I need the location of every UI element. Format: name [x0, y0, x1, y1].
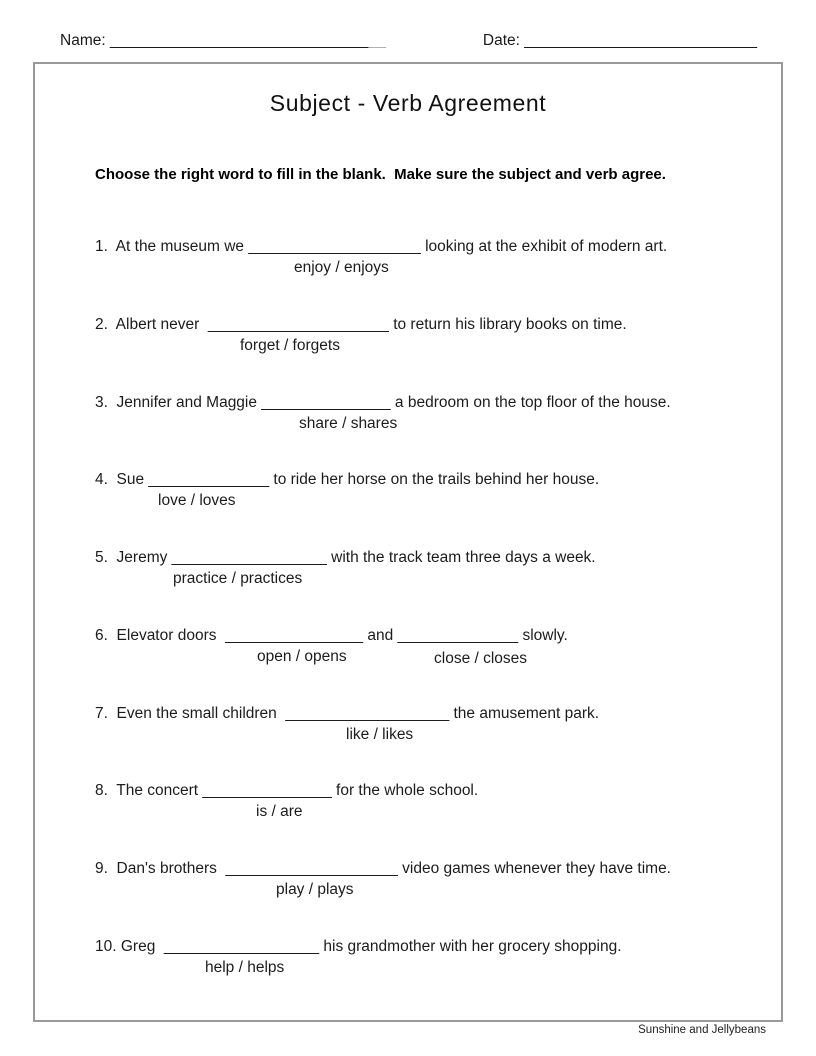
- choices-row: [95, 415, 780, 433]
- question-1: [95, 238, 780, 277]
- question-text: 5. Jeremy __________________ with the track team three days a week.: [95, 549, 596, 566]
- question-text: 10. Greg __________________ his grandmother with her grocery shopping.: [95, 938, 622, 955]
- question-text: 9. Dan's brothers ____________________ video games whenever they have time.: [95, 860, 671, 877]
- instructions: Choose the right word to fill in the blank. Make sure the subject and verb agree.: [95, 166, 666, 183]
- choices-row: [95, 648, 780, 666]
- credit-text: Sunshine and Jellybeans: [638, 1024, 766, 1036]
- choice-options: play / plays: [276, 881, 354, 898]
- question-10: [95, 938, 780, 977]
- choice-options: is / are: [256, 803, 303, 820]
- choices-row: [95, 881, 780, 899]
- date-field: [483, 32, 757, 50]
- choice-options: love / loves: [158, 492, 236, 509]
- question-text: 3. Jennifer and Maggie _______________ a bedroom on the top floor of the house.: [95, 394, 671, 411]
- choice-options: like / likes: [346, 726, 414, 743]
- name-label: Name:: [60, 32, 106, 49]
- header: [60, 32, 757, 50]
- page-title: Subject - Verb Agreement: [269, 90, 547, 116]
- choices-row: [95, 726, 780, 744]
- question-8: [95, 782, 780, 821]
- choice-options: help / helps: [205, 959, 285, 976]
- choice-options-2: close / closes: [434, 650, 528, 667]
- question-7: [95, 705, 780, 744]
- choice-options: practice / practices: [173, 570, 303, 587]
- question-text: 8. The concert _______________ for the whole school.: [95, 782, 479, 799]
- question-text: 4. Sue ______________ to ride her horse on the trails behind her house.: [95, 471, 600, 488]
- choices-row: [95, 959, 780, 977]
- question-2: [95, 316, 780, 355]
- choices-row: [95, 803, 780, 821]
- choice-options: enjoy / enjoys: [294, 259, 389, 276]
- question-6: [95, 627, 780, 666]
- choices-row: [95, 570, 780, 588]
- question-4: [95, 471, 780, 510]
- choices-row: [95, 337, 780, 355]
- date-label: Date:: [482, 32, 520, 49]
- name-blank-line: ______________________________: [105, 32, 369, 49]
- question-text: 7. Even the small children ___________________ the amusement park.: [95, 705, 600, 722]
- choice-options: forget / forgets: [240, 337, 340, 354]
- name-blank-line-extra: __: [368, 32, 386, 49]
- choice-options: open / opens: [257, 648, 347, 665]
- question-text: 1. At the museum we ____________________ looking at the exhibit of modern art.: [95, 238, 668, 255]
- choices-row: [95, 492, 780, 510]
- date-blank-line: ___________________________: [519, 32, 757, 49]
- question-5: [95, 549, 780, 588]
- question-text: 6. Elevator doors ________________ and ______________ slowly.: [95, 627, 568, 644]
- question-3: [95, 394, 780, 433]
- question-9: [95, 860, 780, 899]
- name-field: [60, 32, 386, 50]
- question-text: 2. Albert never _____________________ to return his library books on time.: [95, 316, 627, 333]
- choices-row: [95, 259, 780, 277]
- choice-options: share / shares: [299, 415, 398, 432]
